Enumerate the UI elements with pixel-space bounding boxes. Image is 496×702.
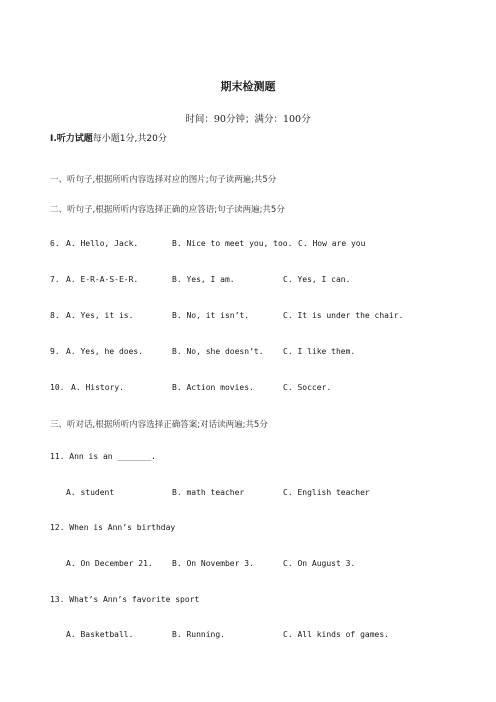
question-number: 10. (50, 383, 65, 392)
part-1-instruction: 一、听句子,根据所听内容选择对应的图片;句子读两遍;共5分 (50, 175, 277, 185)
section-label: Ⅰ.听力试题 (50, 134, 93, 144)
question-number: 7. (50, 275, 60, 284)
option-a: A. Hello, Jack. (66, 239, 139, 248)
question-stem: 11. Ann is an _______. (50, 452, 156, 461)
part-2-instruction: 二、听句子,根据所听内容选择正确的应答语;句子读两遍;共5分 (50, 205, 285, 215)
option-b: B. No, it isn’t. (172, 311, 250, 320)
option-c: C. How are you (298, 239, 366, 248)
section-heading (50, 131, 167, 144)
option-b: B. math teacher (172, 488, 245, 497)
question-number: 9. (50, 347, 60, 356)
option-c: C. Soccer. (283, 383, 332, 392)
option-a: A. Yes, it is. (66, 311, 134, 320)
option-c: C. All kinds of games. (283, 630, 389, 639)
option-b: B. Nice to meet you, too. (172, 239, 293, 248)
question-number: 8. (50, 311, 60, 320)
question-stem: 13. What’s Ann’s favorite sport (50, 595, 200, 604)
option-b: B. Running. (172, 630, 225, 639)
part-3-instruction: 三、听对话,根据所听内容选择正确答案;对话读两遍;共5分 (50, 420, 268, 430)
option-a: A. student (66, 488, 115, 497)
page-title: 期末检测题 (220, 80, 276, 93)
question-number: 6. (50, 239, 60, 248)
option-a: A. Yes, he does. (66, 347, 144, 356)
option-c: C. On August 3. (283, 559, 356, 568)
option-b: B. No, she doesn’t. (172, 347, 264, 356)
option-b: B. On November 3. (172, 559, 254, 568)
option-b: B. Action movies. (172, 383, 254, 392)
option-b: B. Yes, I am. (172, 275, 235, 284)
option-c: C. Yes, I can. (283, 275, 351, 284)
option-a: A. E-R-A-S-E-R. (66, 275, 139, 284)
option-c: C. I like them. (283, 347, 356, 356)
question-stem: 12. When is Ann’s birthday (50, 523, 176, 532)
exam-info: 时间：90分钟；满分：100分 (185, 114, 311, 125)
option-a: A. Basketball. (66, 630, 134, 639)
option-a: A. History. (71, 383, 124, 392)
section-note: 每小题1分,共20分 (92, 134, 167, 144)
option-c: C. It is under the chair. (283, 311, 404, 320)
option-a: A. On December 21. (66, 559, 153, 568)
option-c: C. English teacher (283, 488, 370, 497)
